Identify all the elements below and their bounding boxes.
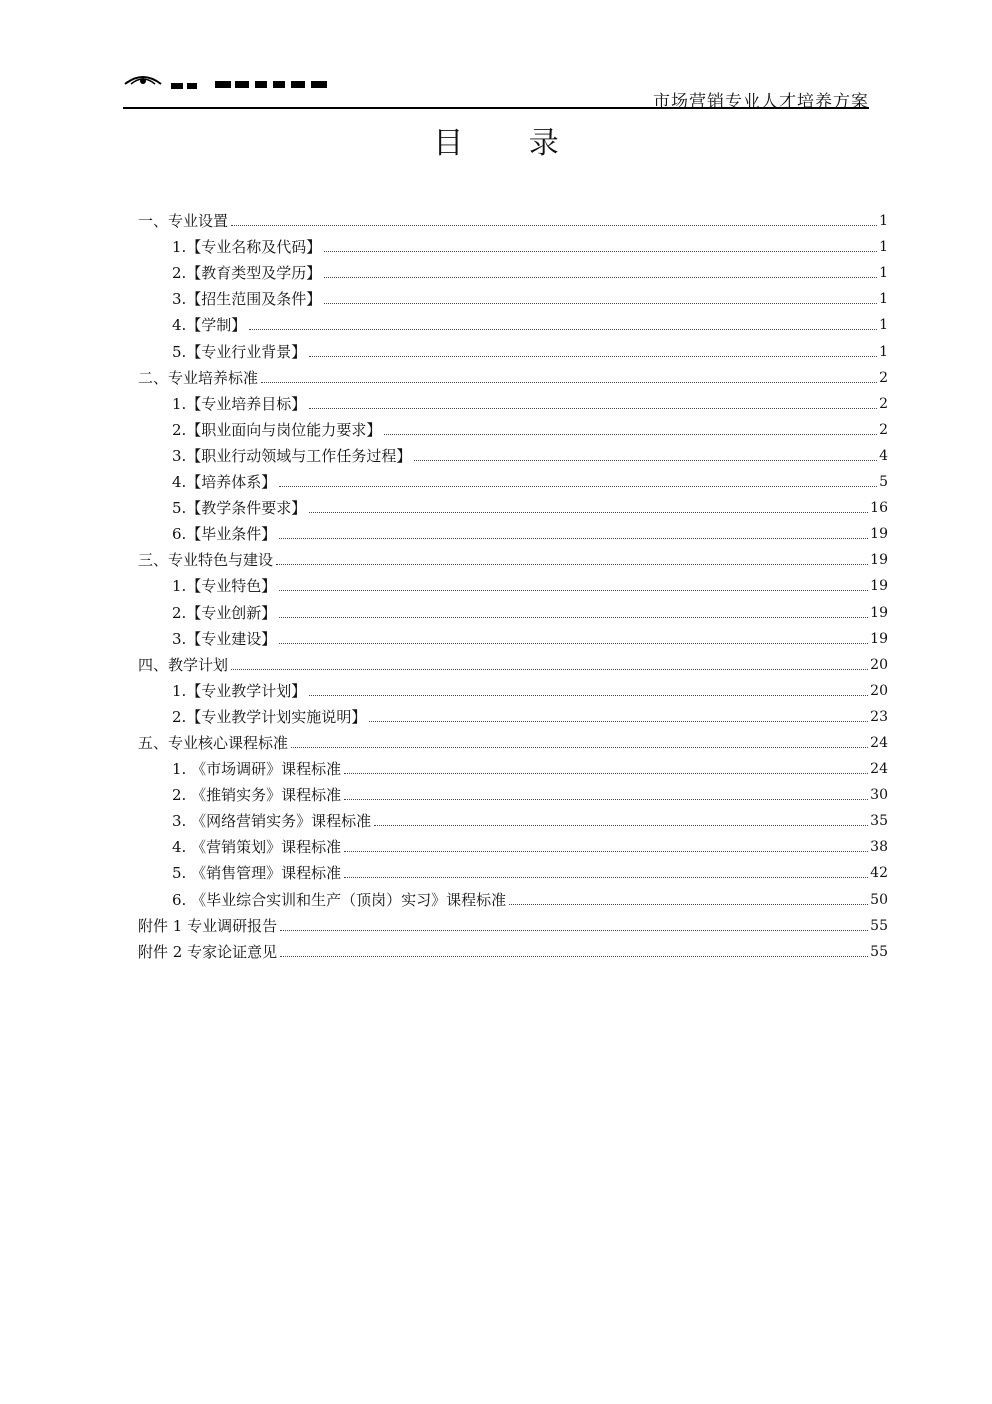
toc-page-number: 1: [879, 265, 888, 282]
toc-entry-label: 4.【学制】: [172, 316, 247, 335]
toc-entry[interactable]: [138, 675, 888, 701]
toc-page-number: 35: [870, 813, 888, 830]
toc-dot-leader: [384, 433, 877, 435]
toc-entry[interactable]: [138, 309, 888, 335]
toc-dot-leader: [231, 224, 877, 226]
toc-page-number: 16: [870, 500, 888, 517]
toc-dot-leader: [279, 589, 868, 591]
toc-page-number: 2: [879, 369, 888, 386]
toc-entry-label: 3.【专业建设】: [172, 629, 277, 648]
toc-dot-leader: [344, 876, 868, 878]
toc-dot-leader: [279, 485, 877, 487]
toc-page-number: 19: [870, 604, 888, 621]
toc-page-number: 20: [870, 682, 888, 699]
toc-page-number: 1: [879, 291, 888, 308]
toc-entry[interactable]: [138, 544, 888, 570]
toc-entry[interactable]: [138, 335, 888, 361]
toc-dot-leader: [324, 250, 877, 252]
toc-entry-label: 5. 《销售管理》课程标准: [172, 864, 342, 883]
toc-page-number: 24: [870, 761, 888, 778]
toc-page-number: 19: [870, 578, 888, 595]
toc-page-number: 55: [870, 917, 888, 934]
toc-dot-leader: [249, 328, 877, 330]
toc-dot-leader: [344, 772, 868, 774]
toc-entry-label: 一、专业设置: [138, 212, 229, 231]
toc-page-number: 1: [879, 317, 888, 334]
toc-page-number: 19: [870, 552, 888, 569]
toc-entry[interactable]: [138, 727, 888, 753]
toc-dot-leader: [309, 355, 877, 357]
toc-entry-label: 三、专业特色与建设: [138, 551, 274, 570]
header-rule: [123, 107, 869, 109]
toc-page-number: 1: [879, 239, 888, 256]
toc-entry[interactable]: [138, 910, 888, 936]
toc-dot-leader: [280, 955, 868, 957]
toc-entry-label: 五、专业核心课程标准: [138, 733, 289, 752]
toc-entry[interactable]: [138, 388, 888, 414]
table-of-contents: [138, 205, 888, 962]
toc-entry[interactable]: [138, 831, 888, 857]
toc-entry[interactable]: [138, 518, 888, 544]
toc-entry[interactable]: [138, 857, 888, 883]
document-title: 目 录: [433, 126, 587, 161]
toc-page-number: 5: [879, 474, 888, 491]
toc-dot-leader: [279, 616, 868, 618]
toc-entry-label: 附件 2 专家论证意见: [138, 942, 278, 961]
toc-entry[interactable]: [138, 205, 888, 231]
toc-entry[interactable]: [138, 231, 888, 257]
toc-entry-label: 3.【职业行动领域与工作任务过程】: [172, 446, 412, 465]
toc-page-number: 20: [870, 656, 888, 673]
toc-page-number: 1: [879, 343, 888, 360]
toc-dot-leader: [279, 642, 868, 644]
school-logo: [123, 72, 343, 96]
toc-entry-label: 二、专业培养标准: [138, 368, 259, 387]
toc-dot-leader: [509, 903, 868, 905]
toc-entry-label: 2.【专业创新】: [172, 603, 277, 622]
toc-entry-label: 1.【专业教学计划】: [172, 681, 307, 700]
toc-dot-leader: [414, 459, 877, 461]
toc-dot-leader: [369, 720, 868, 722]
toc-entry[interactable]: [138, 414, 888, 440]
toc-entry-label: 1.【专业名称及代码】: [172, 238, 322, 257]
toc-entry-label: 6. 《毕业综合实训和生产（顶岗）实习》课程标准: [172, 890, 507, 909]
toc-dot-leader: [309, 694, 868, 696]
toc-dot-leader: [231, 668, 868, 670]
toc-entry[interactable]: [138, 701, 888, 727]
toc-dot-leader: [276, 563, 868, 565]
toc-entry[interactable]: [138, 596, 888, 622]
toc-dot-leader: [309, 511, 868, 513]
toc-entry[interactable]: [138, 936, 888, 962]
toc-dot-leader: [344, 850, 868, 852]
toc-entry[interactable]: [138, 492, 888, 518]
toc-page-number: 24: [870, 734, 888, 751]
toc-entry-label: 6.【毕业条件】: [172, 525, 277, 544]
toc-entry[interactable]: [138, 466, 888, 492]
toc-page-number: 4: [879, 447, 888, 464]
toc-entry[interactable]: [138, 779, 888, 805]
toc-dot-leader: [324, 302, 877, 304]
toc-entry-label: 2.【专业教学计划实施说明】: [172, 707, 367, 726]
toc-entry[interactable]: [138, 883, 888, 909]
toc-dot-leader: [279, 537, 868, 539]
toc-dot-leader: [261, 381, 877, 383]
toc-page-number: 38: [870, 839, 888, 856]
toc-entry-label: 四、教学计划: [138, 655, 229, 674]
toc-dot-leader: [309, 407, 877, 409]
toc-entry-label: 5.【教学条件要求】: [172, 499, 307, 518]
toc-page-number: 2: [879, 395, 888, 412]
toc-entry[interactable]: [138, 570, 888, 596]
toc-entry-label: 3.【招生范围及条件】: [172, 290, 322, 309]
header-title: 市场营销专业人才培养方案: [653, 92, 869, 112]
toc-entry[interactable]: [138, 440, 888, 466]
toc-page-number: 19: [870, 630, 888, 647]
toc-dot-leader: [291, 746, 868, 748]
toc-page-number: 55: [870, 943, 888, 960]
toc-page-number: 42: [870, 865, 888, 882]
toc-dot-leader: [374, 824, 868, 826]
toc-entry-label: 2. 《推销实务》课程标准: [172, 786, 342, 805]
toc-entry-label: 1. 《市场调研》课程标准: [172, 760, 342, 779]
toc-entry-label: 3. 《网络营销实务》课程标准: [172, 812, 372, 831]
toc-entry[interactable]: [138, 283, 888, 309]
toc-entry-label: 4.【培养体系】: [172, 473, 277, 492]
toc-entry[interactable]: [138, 649, 888, 675]
toc-page-number: 50: [870, 891, 888, 908]
toc-entry-label: 1.【专业培养目标】: [172, 394, 307, 413]
toc-page-number: 30: [870, 787, 888, 804]
toc-page-number: 19: [870, 526, 888, 543]
toc-entry[interactable]: [138, 362, 888, 388]
toc-dot-leader: [344, 798, 868, 800]
toc-entry[interactable]: [138, 623, 888, 649]
toc-entry-label: 5.【专业行业背景】: [172, 342, 307, 361]
toc-entry-label: 2.【教育类型及学历】: [172, 264, 322, 283]
toc-page-number: 2: [879, 421, 888, 438]
toc-entry-label: 附件 1 专业调研报告: [138, 916, 278, 935]
toc-entry[interactable]: [138, 805, 888, 831]
toc-page-number: 23: [870, 708, 888, 725]
toc-dot-leader: [324, 276, 877, 278]
toc-page-number: 1: [879, 213, 888, 230]
page-header: [123, 70, 869, 110]
toc-entry-label: 4. 《营销策划》课程标准: [172, 838, 342, 857]
toc-entry-label: 2.【职业面向与岗位能力要求】: [172, 420, 382, 439]
toc-entry-label: 1.【专业特色】: [172, 577, 277, 596]
toc-dot-leader: [280, 929, 868, 931]
toc-entry[interactable]: [138, 257, 888, 283]
toc-entry[interactable]: [138, 753, 888, 779]
